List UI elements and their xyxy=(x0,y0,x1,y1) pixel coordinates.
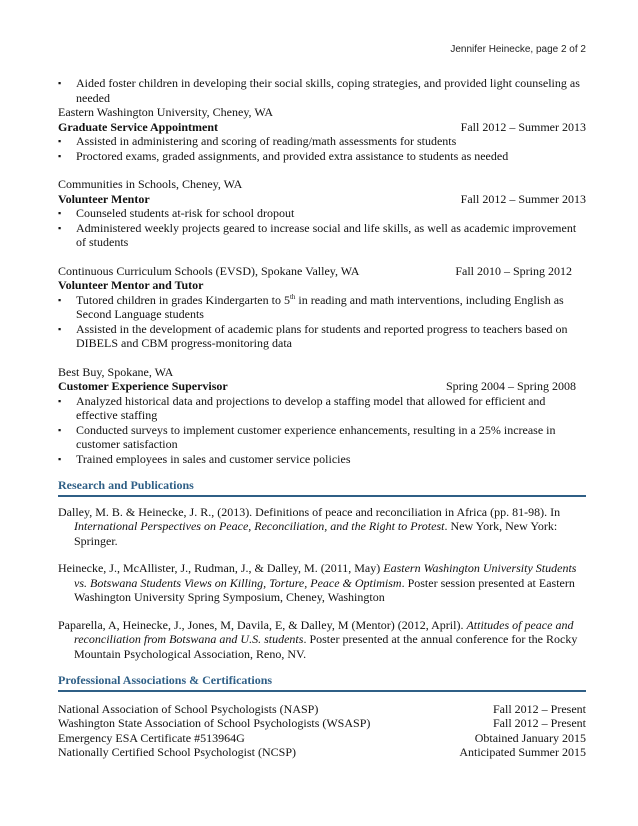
job-entry xyxy=(58,105,586,163)
section-heading-research: Research and Publications xyxy=(58,478,586,497)
bullet-item: ▪ Aided foster children in developing their social skills, coping strategies, and provided light counseling as needed xyxy=(58,76,580,105)
page-header: Jennifer Heinecke, page 2 of 2 xyxy=(450,44,586,55)
job-title-row xyxy=(58,192,586,207)
job-entry xyxy=(58,365,586,467)
association-date: Fall 2012 – Present xyxy=(493,716,586,730)
job-org-row xyxy=(58,264,586,279)
job-title-row xyxy=(58,120,586,135)
square-bullet-icon: ▪ xyxy=(58,208,62,218)
bullet-item: ▪ Tutored children in grades Kindergarten to 5th in reading and math interventions, including English as Second Language students xyxy=(58,292,564,321)
association-date: Anticipated Summer 2015 xyxy=(459,745,586,759)
bullet-item: ▪ Assisted in administering and scoring of reading/math assessments for students xyxy=(58,134,457,148)
association-row xyxy=(58,702,586,717)
association-name: Washington State Association of School Psychologists (WSASP) xyxy=(58,716,371,730)
association-row xyxy=(58,716,586,731)
section-heading-associations: Professional Associations & Certifications xyxy=(58,673,586,692)
bullet-item: ▪ Proctored exams, graded assignments, and provided extra assistance to students as needed xyxy=(58,148,509,163)
associations-list xyxy=(58,702,586,760)
job-title-row xyxy=(58,379,586,394)
job-entry xyxy=(58,264,586,351)
publication-entry: Dalley, M. B. & Heinecke, J. R., (2013). Definitions of peace and reconciliation in Africa (pp. 81-98). In International Perspectives on Peace, Reconciliation, and the Right to Protest. New York, New York: Springer. xyxy=(58,504,561,548)
resume-page xyxy=(58,0,586,826)
job-dates: Fall 2012 – Summer 2013 xyxy=(460,191,586,206)
square-bullet-icon: ▪ xyxy=(58,395,62,406)
job-title: Graduate Service Appointment xyxy=(58,119,218,134)
job-title: Volunteer Mentor and Tutor xyxy=(58,278,204,292)
job-org: Continuous Curriculum Schools (EVSD), Spokane Valley, WA xyxy=(58,263,360,278)
publication-entry: Paparella, A, Heinecke, J., Jones, M, Davila, E, & Dalley, M (Mentor) (2012, April). Attitudes of peace and reconciliation from Botswana and U.S. students. Poster presented at the annual conference for the Rocky Mountain Psychological Association, Reno, NV. xyxy=(58,617,578,661)
job-title: Volunteer Mentor xyxy=(58,191,150,206)
square-bullet-icon: ▪ xyxy=(58,424,62,435)
resume-content xyxy=(58,76,586,760)
publication-entry: Heinecke, J., McAllister, J., Rudman, J., & Dalley, M. (2011, May) Eastern Washington University Students vs. Botswana Students Views on Killing, Torture, Peace & Optimism. Poster session presented at Eastern Washington University Spring Symposium, Cheney, Washington xyxy=(58,561,577,604)
square-bullet-icon: ▪ xyxy=(58,222,62,233)
square-bullet-icon: ▪ xyxy=(58,78,62,88)
job-dates: Fall 2012 – Summer 2013 xyxy=(460,119,586,134)
association-name: Nationally Certified School Psychologist (NCSP) xyxy=(58,745,296,759)
job-title-row xyxy=(58,278,586,293)
bullet-item: ▪ Counseled students at-risk for school dropout xyxy=(58,206,295,220)
association-name: National Association of School Psychologists (NASP) xyxy=(58,701,319,716)
association-row xyxy=(58,745,586,760)
bullet-item: ▪ Administered weekly projects geared to increase social and life skills, as well as academic improvement of students xyxy=(58,220,577,249)
square-bullet-icon: ▪ xyxy=(58,150,62,161)
association-date: Fall 2012 – Present xyxy=(493,701,586,716)
square-bullet-icon: ▪ xyxy=(58,453,62,464)
bullet-item: ▪ Conducted surveys to implement customer experience enhancements, resulting in a 25% increase in customer satisfaction xyxy=(58,422,556,451)
job-org: Communities in Schools, Cheney, WA xyxy=(58,177,243,191)
association-row xyxy=(58,731,586,746)
job-org: Eastern Washington University, Cheney, WA xyxy=(58,105,273,119)
job-entry xyxy=(58,177,586,250)
job-title: Customer Experience Supervisor xyxy=(58,379,228,393)
bullet-item: ▪ Assisted in the development of academic plans for students and reported progress to teachers based on DIBELS and CBM progress-monitoring data xyxy=(58,321,568,350)
bullet-item: ▪ Analyzed historical data and projections to develop a staffing model that allowed for efficient and effective staffing xyxy=(58,393,546,422)
association-date: Obtained January 2015 xyxy=(474,730,586,745)
job-dates: Fall 2010 – Spring 2012 xyxy=(455,263,572,278)
square-bullet-icon: ▪ xyxy=(58,136,62,146)
association-name: Emergency ESA Certificate #513964G xyxy=(58,730,245,745)
job-dates: Spring 2004 – Spring 2008 xyxy=(445,379,576,393)
square-bullet-icon: ▪ xyxy=(58,323,62,334)
square-bullet-icon: ▪ xyxy=(58,294,62,305)
bullet-item: ▪ Trained employees in sales and customer service policies xyxy=(58,451,351,466)
job-org: Best Buy, Spokane, WA xyxy=(58,364,174,379)
